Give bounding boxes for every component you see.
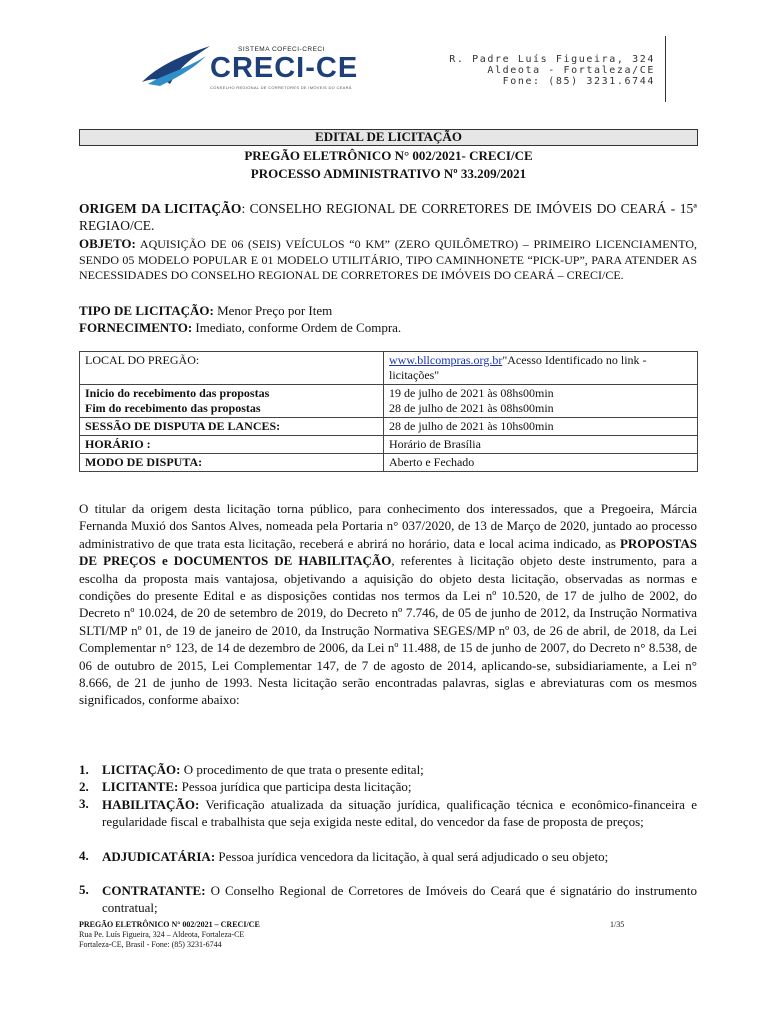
inicio-label: Inicio do recebimento das propostas	[85, 386, 270, 400]
list-number: 1.	[79, 762, 89, 777]
logo-system-text: SISTEMA COFECI-CRECI	[238, 46, 325, 53]
header-address	[449, 54, 655, 87]
list-number: 4.	[79, 848, 89, 863]
recebimento-values	[384, 385, 698, 418]
table-row	[80, 454, 698, 472]
tipo-label: TIPO DE LICITAÇÃO:	[79, 303, 214, 318]
list-text: Pessoa jurídica vencedora da licitação, à qual será adjudicado o seu objeto;	[215, 849, 609, 864]
body-part-2: , referentes à licitação objeto deste instrumento, para a escolha da proposta mais vantajosa, objetivando a aquisição do objeto desta licitação, observadas as normas e condições do presente Edital e as disposições contidas nos termos da Lei nº 10.520, de 17 de julho de 2002, do Decreto nº 10.024, de 20 de setembro de 2019, do Decreto nº 7.746, de 05 de junho de 2012, da Instrução Normativa SLTI/MP nº 01, de 19 de janeiro de 2010, da Instrução Normativa SEGES/MP nº 03, de 26 de abril, de 2018, da Lei Complementar n° 123, de 14 de dezembro de 2006, da Lei nº 11.488, de 15 de junho de 2007, do Decreto n° 8.538, de 06 de outubro de 2015, Lei Complementar 147, de 7 de agosto de 2014, aplicando-se, subsidiariamente, a Lei n° 8.666, de 21 de junho de 1993. Nesta licitação serão encontradas palavras, siglas e abreviaturas com os mesmos significados, conforme abaixo:	[79, 553, 697, 708]
horario-value: Horário de Brasília	[384, 436, 698, 454]
page-footer	[79, 920, 260, 950]
table-row	[80, 436, 698, 454]
body-paragraph	[79, 500, 697, 709]
table-row	[80, 385, 698, 418]
origem-text: : CONSELHO REGIONAL DE CORRETORES DE IMÓVEIS DO CEARÁ - 15ª REGIAO/CE.	[79, 201, 697, 233]
address-line-2: Aldeota - Fortaleza/CE	[487, 65, 655, 76]
list-text: O Conselho Regional de Corretores de Imóveis do Ceará que é signatário do instrumento contratual;	[102, 883, 697, 915]
modo-label: MODO DE DISPUTA:	[80, 454, 384, 472]
sessao-value: 28 de julho de 2021 às 10hs00min	[384, 418, 698, 436]
footer-line-3: Fortaleza-CE, Brasil - Fone: (85) 3231-6744	[79, 940, 222, 949]
address-line-1: R. Padre Luís Figueira, 324	[449, 54, 655, 65]
local-label: LOCAL DO PREGÃO:	[80, 352, 384, 385]
bll-link[interactable]: www.bllcompras.org.br	[389, 353, 503, 367]
objeto-text: AQUISIÇÃO DE 06 (SEIS) VEÍCULOS “0 KM” (ZERO QUILÔMETRO) – PRIMEIRO LICENCIAMENTO, SENDO 05 MODELO POPULAR E 01 MODELO UTILITÁRIO, TIPO CAMINHONETE “PICK-UP”, PARA ATENDER AS NECESSIDADES DO CONSELHO REGIONAL DE CORRETORES DE IMÓVEIS DO CEARÁ – CRECI/CE.	[79, 237, 697, 282]
address-line-3: Fone: (85) 3231.6744	[502, 76, 655, 87]
header-divider	[665, 36, 666, 102]
processo-title: PROCESSO ADMINISTRATIVO Nº 33.209/2021	[250, 166, 527, 181]
fim-label: Fim do recebimento das propostas	[85, 401, 261, 415]
list-term: LICITANTE:	[102, 779, 179, 794]
bird-icon	[140, 44, 212, 90]
edital-title: EDITAL DE LICITAÇÃO	[315, 129, 462, 144]
page-number: 1/35	[610, 920, 625, 929]
body-part-1: O titular da origem desta licitação torna público, para conhecimento dos interessados, que a Pregoeira, Márcia Fernanda Muxió dos Santos Alves, nomeada pela Portaria n° 037/2020, de 13 de Março de 2020, juntado ao processo administrativo de que trata esta licitação, receberá e abrirá no horário, data e local acima indicado, as	[79, 501, 697, 551]
table-row	[80, 418, 698, 436]
list-number: 5.	[79, 882, 89, 897]
local-value	[384, 352, 698, 385]
horario-label: HORÁRIO :	[80, 436, 384, 454]
recebimento-labels	[80, 385, 384, 418]
list-number: 2.	[79, 779, 89, 794]
objeto-label: OBJETO:	[79, 236, 136, 251]
list-term: ADJUDICATÁRIA:	[102, 849, 216, 864]
logo-subtitle: CONSELHO REGIONAL DE CORRETORES DE IMÓVEIS DO CEARÁ	[210, 85, 352, 90]
logo-name: CRECI-CE	[210, 52, 359, 84]
list-text: O procedimento de que trata o presente edital;	[180, 762, 424, 777]
list-number: 3.	[79, 796, 89, 811]
footer-line-1: PREGÃO ELETRÔNICO N° 002/2021 – CRECI/CE	[79, 920, 260, 929]
fornecimento-paragraph	[79, 320, 697, 336]
pregao-info-table	[79, 351, 698, 472]
inicio-value: 19 de julho de 2021 às 08hs00min	[389, 386, 554, 400]
origem-label: ORIGEM DA LICITAÇÃO	[79, 201, 242, 216]
tipo-paragraph	[79, 303, 697, 319]
body-bold: PROPOSTAS DE PREÇOS e DOCUMENTOS DE HABILITAÇÃO	[79, 535, 697, 569]
tipo-text: Menor Preço por Item	[213, 303, 333, 318]
local-rest: "Acesso Identificado no link -licitações"	[389, 353, 647, 382]
table-row	[80, 352, 698, 385]
origem-paragraph	[79, 200, 697, 234]
footer-line-2: Rua Pe. Luís Figueira, 324 – Aldeota, Fortaleza-CE	[79, 930, 245, 939]
creci-logo	[140, 40, 360, 100]
modo-value: Aberto e Fechado	[384, 454, 698, 472]
pregao-title: PREGÃO ELETRÔNICO N° 002/2021- CRECI/CE	[244, 148, 533, 163]
objeto-paragraph	[79, 236, 697, 284]
fornecimento-label: FORNECIMENTO:	[79, 320, 193, 335]
list-term: CONTRATANTE:	[102, 883, 206, 898]
list-term: LICITAÇÃO:	[102, 762, 181, 777]
sessao-label: SESSÃO DE DISPUTA DE LANCES:	[80, 418, 384, 436]
fim-value: 28 de julho de 2021 às 08hs00min	[389, 401, 554, 415]
fornecimento-text: Imediato, conforme Ordem de Compra.	[192, 320, 402, 335]
list-term: HABILITAÇÃO:	[102, 797, 200, 812]
list-text: Verificação atualizada da situação jurídica, qualificação técnica e econômico-financeira e regularidade fiscal e trabalhista que seja exigida neste edital, do vencedor da fase de proposta de preços;	[102, 797, 697, 829]
list-text: Pessoa jurídica que participa desta licitação;	[178, 779, 412, 794]
